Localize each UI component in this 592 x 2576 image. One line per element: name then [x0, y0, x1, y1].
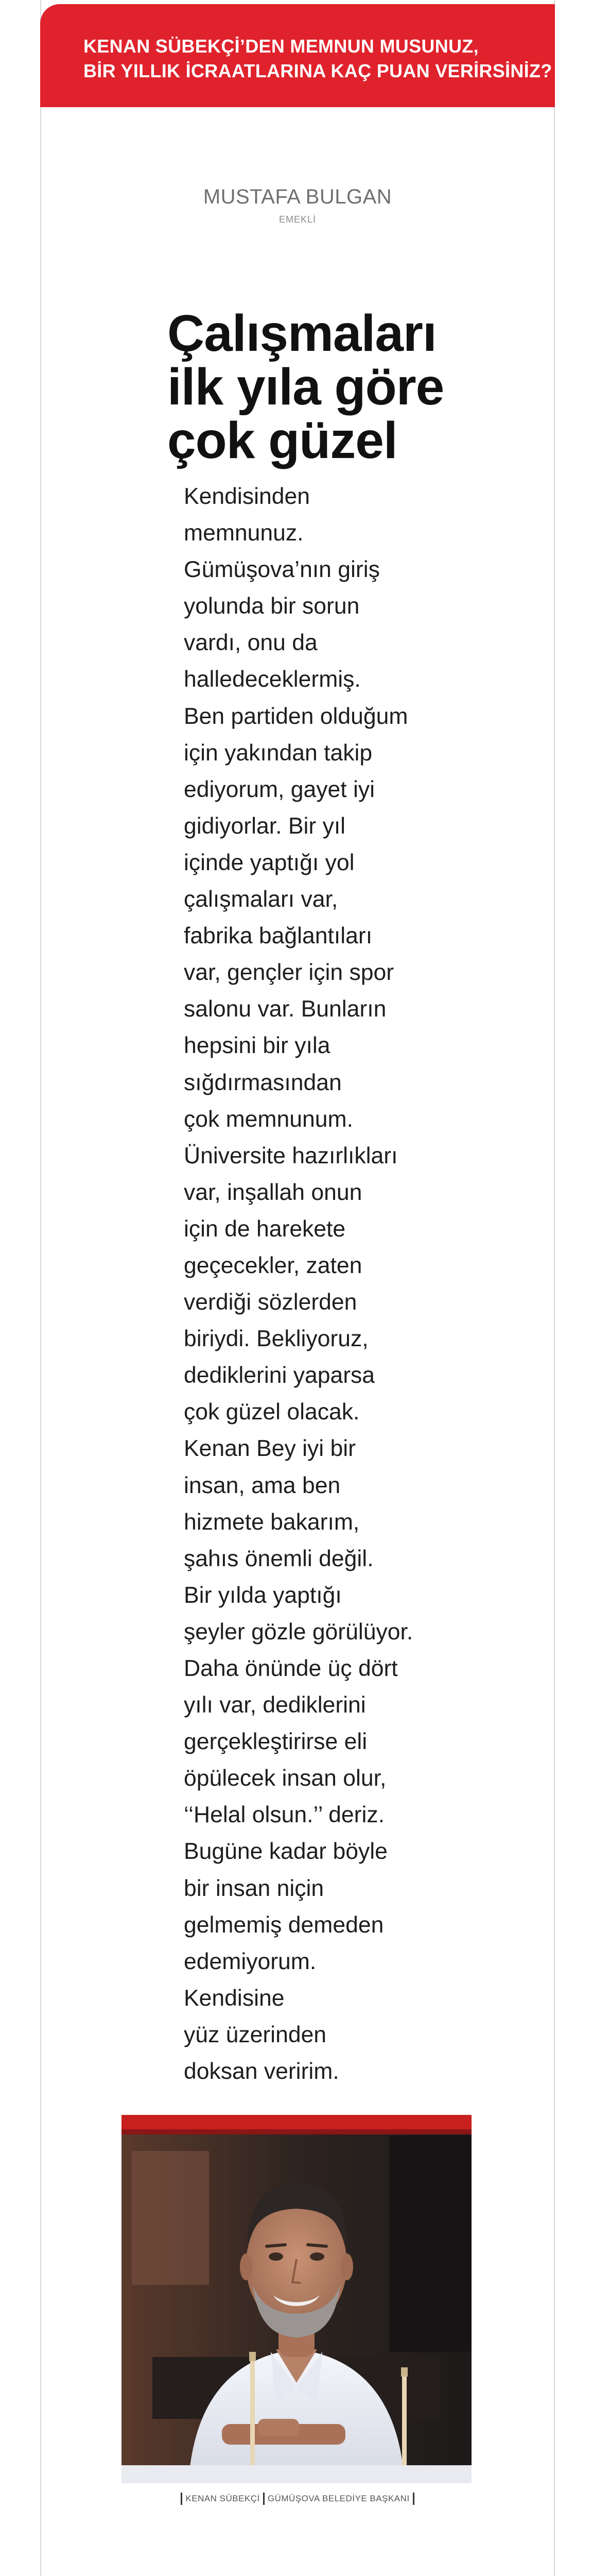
mayor-photo [121, 2115, 472, 2483]
body-line: içinde yaptığı yol [184, 850, 355, 875]
body-line: ‘‘Helal olsun.’’ deriz. [184, 1802, 385, 1828]
caption-name: KENAN SÜBEKÇİ [185, 2494, 260, 2503]
body-line: edemiyorum. [184, 1948, 317, 1974]
banner-line-1: KENAN SÜBEKÇİ’DEN MEMNUN MUSUNUZ, [83, 36, 479, 57]
article-headline [167, 304, 476, 469]
body-line: şahıs önemli değil. [184, 1546, 374, 1571]
body-line: çok memnunum. [184, 1106, 353, 1132]
body-line: biriydi. Bekliyoruz, [184, 1326, 369, 1352]
body-line: yılı var, dediklerini [184, 1692, 366, 1718]
body-line: memnunuz. [184, 520, 304, 546]
headline-line: Çalışmaları [167, 304, 437, 362]
body-line: gerçekleştirirse eli [184, 1729, 368, 1755]
body-line: Ben partiden olduğum [184, 703, 408, 729]
banner-line-2: BİR YILLIK İCRAATLARINA KAÇ PUAN VERİRSİNİZ? [83, 60, 552, 81]
body-line: için de harekete [184, 1216, 346, 1242]
headline-line: çok güzel [167, 412, 397, 469]
respondent-name: MUSTAFA BULGAN [203, 185, 392, 208]
body-line: Daha önünde üç dört [184, 1656, 398, 1681]
body-line: salonu var. Bunların [184, 996, 387, 1022]
caption-divider [181, 2493, 182, 2505]
headline-line: ilk yıla göre [167, 358, 444, 416]
body-line: hizmete bakarım, [184, 1509, 360, 1535]
body-line: doksan veririm. [184, 2059, 339, 2084]
caption-divider [263, 2493, 265, 2505]
question-banner [40, 4, 555, 107]
body-line: sığdırmasından [184, 1070, 342, 1095]
body-line: gidiyorlar. Bir yıl [184, 813, 346, 839]
body-line: Kendisinden [184, 484, 310, 509]
body-line: var, gençler için spor [184, 960, 394, 986]
caption-title: GÜMÜŞOVA BELEDİYE BAŞKANI [267, 2494, 410, 2503]
body-line: çalışmaları var, [184, 887, 338, 912]
portrait-illustration [121, 2115, 472, 2483]
body-line: yolunda bir sorun [184, 594, 360, 619]
caption-divider [413, 2493, 414, 2505]
body-line: için yakından takip [184, 740, 373, 766]
body-line: insan, ama ben [184, 1472, 341, 1498]
photo-caption [40, 2493, 555, 2505]
body-line: hepsini bir yıla [184, 1033, 330, 1059]
body-line: bir insan niçin [184, 1875, 324, 1901]
body-line: Gümüşova’nın giriş [184, 557, 380, 583]
body-line: çok güzel olacak. [184, 1399, 360, 1425]
body-line: Kendisine [184, 1985, 285, 2011]
body-line: yüz üzerinden [184, 2022, 327, 2047]
body-line: ediyorum, gayet iyi [184, 776, 375, 802]
body-line: dediklerini yaparsa [184, 1363, 375, 1388]
body-line: Bir yılda yaptığı [184, 1582, 342, 1608]
body-line: verdiği sözlerden [184, 1290, 357, 1315]
body-line: gelmemiş demeden [184, 1912, 384, 1938]
body-line: öpülecek insan olur, [184, 1766, 387, 1791]
body-line: geçecekler, zaten [184, 1252, 362, 1278]
body-line: şeyler gözle görülüyor. [184, 1619, 413, 1645]
body-line: fabrika bağlantıları [184, 923, 373, 949]
article-body [184, 478, 451, 2090]
respondent-role: EMEKLİ [278, 214, 317, 225]
body-line: halledeceklermiş. [184, 667, 361, 692]
body-line: vardı, onu da [184, 630, 318, 656]
body-line: Kenan Bey iyi bir [184, 1436, 356, 1462]
body-line: var, inşallah onun [184, 1179, 362, 1205]
body-line: Bugüne kadar böyle [184, 1839, 388, 1865]
body-line: Üniversite hazırlıkları [184, 1143, 398, 1168]
